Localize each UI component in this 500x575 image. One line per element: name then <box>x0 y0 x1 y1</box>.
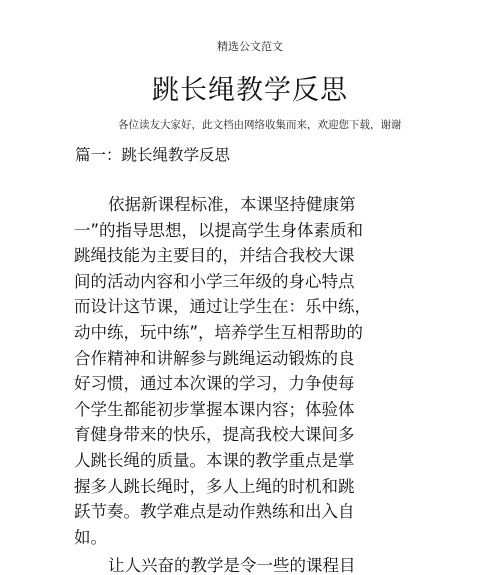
document-header: 精选公文范文 <box>217 40 283 53</box>
document-title: 跳长绳教学反思 <box>152 75 348 106</box>
truncated-next-line <box>108 556 356 575</box>
paragraph-line: 合作精神和讲解参与跳绳运动锻炼的良 <box>74 348 355 368</box>
paragraph-line: 动中练，玩中练”，培养学生互相帮助的 <box>74 322 364 342</box>
paragraph-line: 跃节奏。教学难点是动作熟练和出入自 <box>74 502 355 522</box>
truncated-line-text: 让人兴奋的教学是令一些的课程目 <box>108 556 356 575</box>
body-paragraph <box>74 192 394 550</box>
section-heading: 篇一：跳长绳教学反思 <box>75 146 231 164</box>
paragraph-line: 一”的指导思想，以提高学生身体素质和 <box>74 220 364 240</box>
paragraph-line: 依据新课程标准，本课坚持健康第 <box>108 195 356 214</box>
paragraph-line: 握多人跳长绳时，多人上绳的时机和跳 <box>74 476 355 496</box>
paragraph-line: 如。 <box>74 527 107 547</box>
download-notice: 各位读友大家好，此文档由网络收集而来，欢迎您下载，谢谢 <box>118 119 402 131</box>
paragraph-line: 而设计这节课，通过让学生在：乐中练， <box>74 297 371 317</box>
paragraph-line: 间的活动内容和小学三年级的身心特点 <box>74 271 355 291</box>
paragraph-line: 人跳长绳的质量。本课的教学重点是掌 <box>74 450 355 470</box>
paragraph-line: 育健身带来的快乐，提高我校大课间多 <box>74 425 355 445</box>
paragraph-line: 跳绳技能为主要目的，并结合我校大课 <box>74 246 355 266</box>
paragraph-line: 好习惯，通过本次课的学习，力争使每 <box>74 374 355 394</box>
paragraph-line: 个学生都能初步掌握本课内容；体验体 <box>74 399 355 419</box>
